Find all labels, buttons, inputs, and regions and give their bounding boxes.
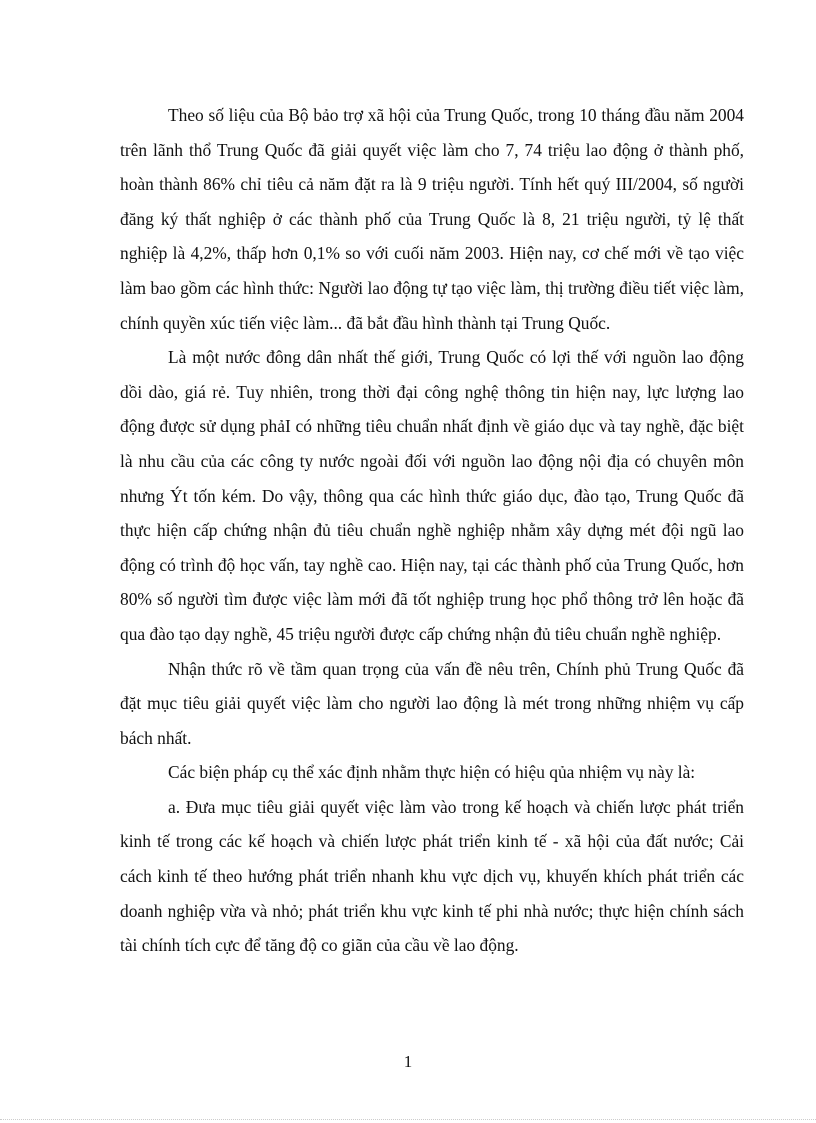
page-number: 1	[403, 1052, 413, 1071]
page-bottom-divider	[0, 1119, 816, 1120]
paragraph-employment-statistics: Theo số liệu của Bộ bảo trợ xã hội của Trung Quốc, trong 10 tháng đầu năm 2004 trên lãnh thổ Trung Quốc đã giải quyết việc làm cho 7, 74 triệu lao động ở thành phố, hoàn thành 86% chỉ tiêu cả năm đặt ra là 9 triệu người. Tính hết quý III/2004, số người đăng ký thất nghiệp ở các thành phố của Trung Quốc là 8, 21 triệu người, tỷ lệ thất nghiệp là 4,2%, thấp hơn 0,1% so với cuối năm 2003. Hiện nay, cơ chế mới về tạo việc làm bao gồm các hình thức: Người lao động tự tạo việc làm, thị trường điều tiết việc làm, chính quyền xúc tiến việc làm... đã bắt đầu hình thành tại Trung Quốc.	[120, 105, 744, 333]
paragraph-labor-force-training: Là một nước đông dân nhất thế giới, Trung Quốc có lợi thế với nguồn lao động dồi dào, giá rẻ. Tuy nhiên, trong thời đại công nghệ thông tin hiện nay, lực lượng lao động được sử dụng phảI có những tiêu chuẩn nhất định về giáo dục và tay nghề, đặc biệt là nhu cầu của các công ty nước ngoài đối với nguồn lao động nội địa có chuyên môn nhưng Ýt tốn kém. Do vậy, thông qua các hình thức giáo dục, đào tạo, Trung Quốc đã thực hiện cấp chứng nhận đủ tiêu chuẩn nghề nghiệp nhằm xây dựng mét đội ngũ lao động có trình độ học vấn, tay nghề cao. Hiện nay, tại các thành phố của Trung Quốc, hơn 80% số người tìm được việc làm mới đã tốt nghiệp trung học phổ thông trở lên hoặc đã qua đào tạo dạy nghề, 45 triệu người được cấp chứng nhận đủ tiêu chuẩn nghề nghiệp.	[120, 347, 744, 644]
paragraph-measures-intro: Các biện pháp cụ thể xác định nhằm thực hiện có hiệu qủa nhiệm vụ này là:	[168, 762, 696, 783]
paragraph-government-priority: Nhận thức rõ về tầm quan trọng của vấn đề nêu trên, Chính phủ Trung Quốc đã đặt mục tiêu giải quyết việc làm cho người lao động là mét trong những nhiệm vụ cấp bách nhất.	[120, 658, 744, 748]
paragraph-measure-a: a. Đưa mục tiêu giải quyết việc làm vào trong kế hoạch và chiến lược phát triển kinh tế trong các kế hoạch và chiến lược phát triển kinh tế - xã hội của đất nước; Cải cách kinh tế theo hướng phát triển nhanh khu vực dịch vụ, khuyến khích phát triển các doanh nghiệp vừa và nhỏ; phát triển khu vực kinh tế phi nhà nước; thực hiện chính sách tài chính tích cực để tăng độ co giãn của cầu về lao động.	[120, 796, 744, 956]
document-body	[120, 98, 744, 963]
